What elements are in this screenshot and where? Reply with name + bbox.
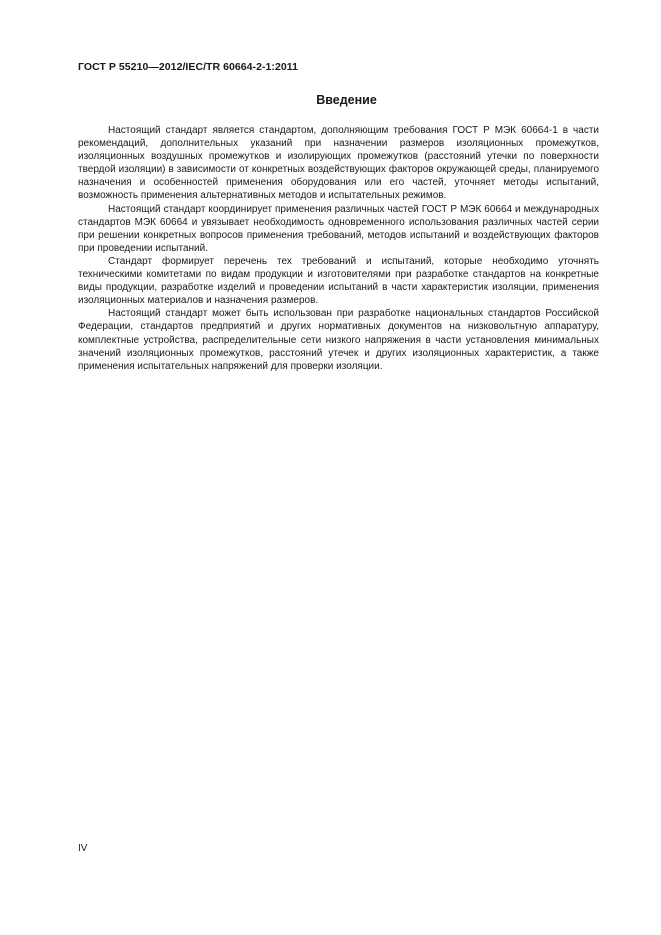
paragraph: Настоящий стандарт координирует применения различных частей ГОСТ Р МЭК 60664 и международных стандартов МЭК 60664 и увязывает необходимость одновременного использования различных частей серии при решении конкретных вопросов применения требований, методов испытаний и воздействующих факторов при проведении испытаний. (78, 203, 599, 254)
document-standard-id: ГОСТ Р 55210—2012/IEC/TR 60664-2-1:2011 (78, 61, 298, 73)
paragraph: Стандарт формирует перечень тех требований и испытаний, которые необходимо уточнять техническими комитетами по видам продукции и изготовителями при разработке стандартов на конкретные виды продукции, разработке изделий и проведении испытаний в части характеристик изоляции, применения изоляционных материалов и назначения размеров. (78, 255, 599, 307)
introduction-body (78, 124, 599, 373)
section-title: Введение (316, 93, 377, 107)
paragraph: Настоящий стандарт может быть использован при разработке национальных стандартов Российской Федерации, стандартов предприятий и других нормативных документов на низковольтную аппаратуру, комплектные устройства, распределительные сети низкого напряжения в части установления минимальных значений изоляционных промежутков, расстояний утечек и других изоляционных характеристик, а также применения испытательных напряжений для проверки изоляции. (78, 308, 599, 372)
paragraph: Настоящий стандарт является стандартом, дополняющим требования ГОСТ Р МЭК 60664-1 в части рекомендаций, дополнительных указаний при назначении размеров изоляционных промежутков, изоляционных воздушных промежутков и изолирующих промежутков (расстояний утечки по поверхности твердой изоляции) в зависимости от конкретных воздействующих факторов окружающей среды, планируемого назначения и особенностей применения оборудования или его частей, уточняет методы испытаний, возможность применения альтернативных методов и испытательных режимов. (78, 125, 599, 202)
page-number: IV (78, 843, 88, 854)
